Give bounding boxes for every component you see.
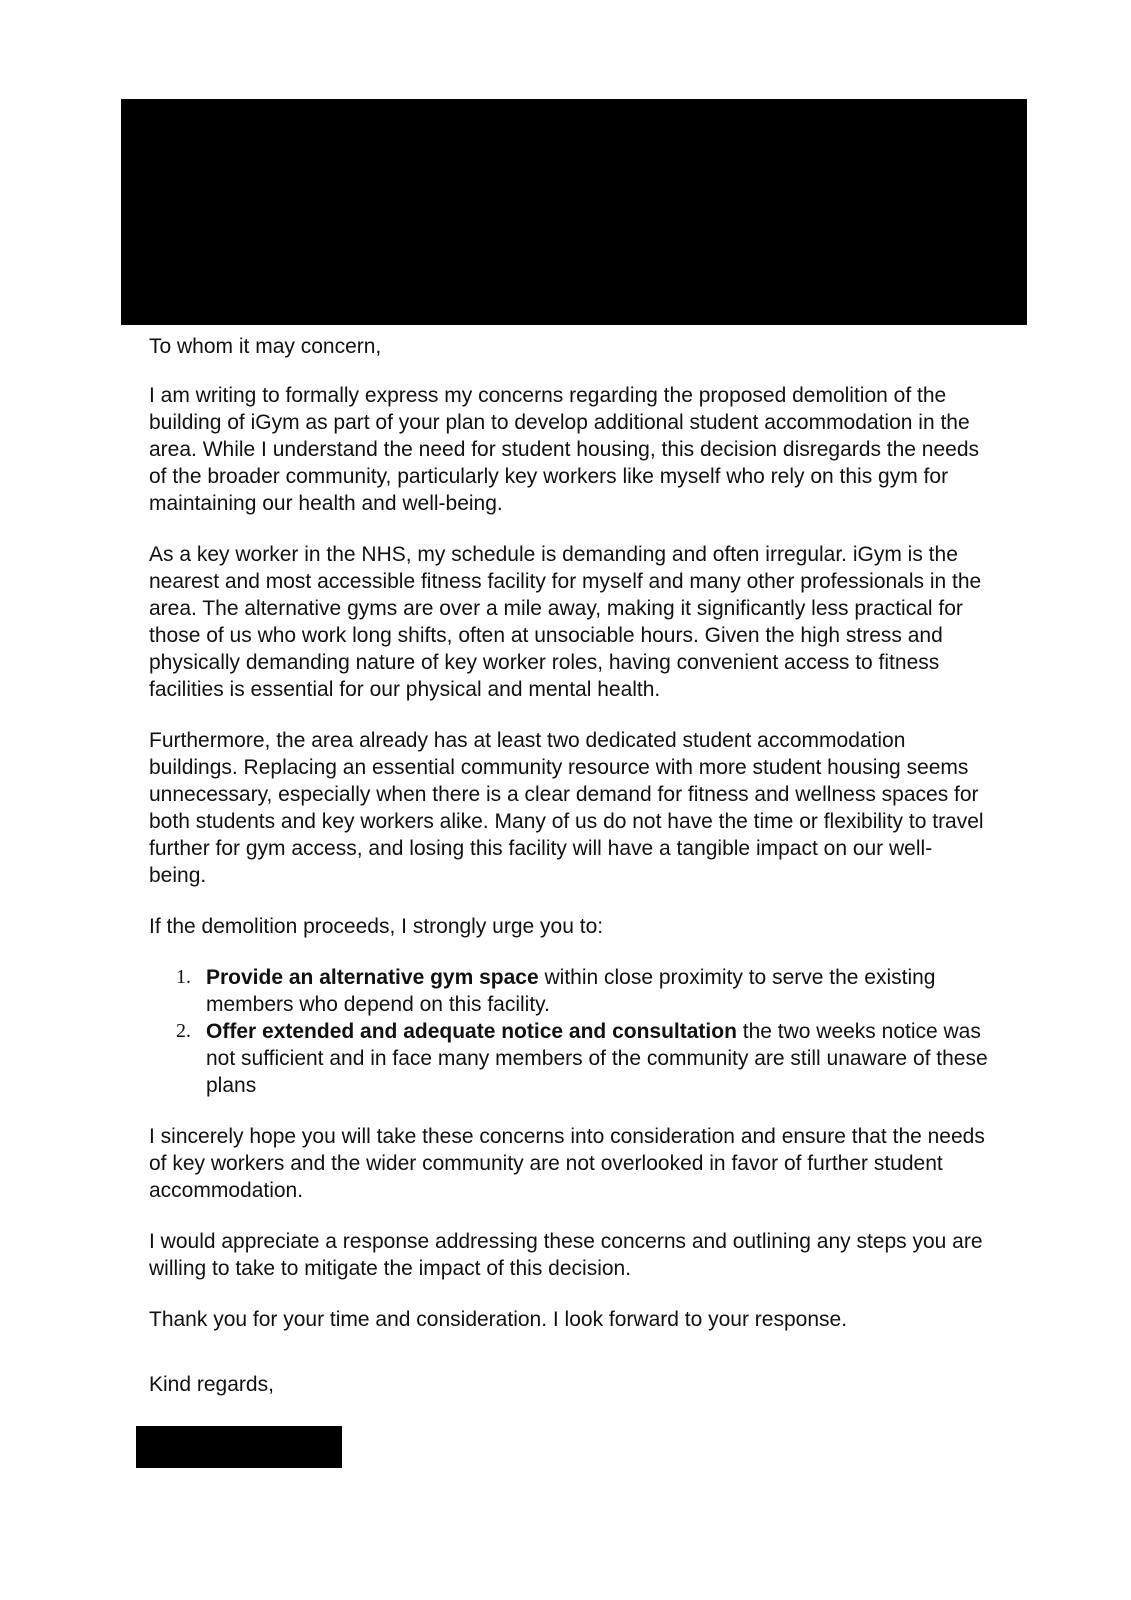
letter-body bbox=[149, 333, 989, 1398]
request-item bbox=[176, 1018, 989, 1099]
paragraph-key-worker: As a key worker in the NHS, my schedule is demanding and often irregular. iGym is the nearest and most accessible fitness facility for myself and many other professionals in the area. The alternative gyms are over a mile away, making it significantly less practical for those of us who work long shifts, often at unsociable hours. Given the high stress and physically demanding nature of key worker roles, having convenient access to fitness facilities is essential for our physical and mental health. bbox=[149, 543, 982, 701]
paragraph-concerns: I am writing to formally express my concerns regarding the proposed demolition of the building of iGym as part of your plan to develop additional student accommodation in the area. While I understand the need for student housing, this decision disregards the needs of the broader community, particularly key workers like myself who rely on this gym for maintaining our health and well-being. bbox=[149, 384, 980, 515]
paragraph-response-request: I would appreciate a response addressing these concerns and outlining any steps you are willing to take to mitigate the impact of this decision. bbox=[149, 1230, 983, 1280]
paragraph-thanks: Thank you for your time and consideration. I look forward to your response. bbox=[149, 1308, 848, 1331]
request-number: 1. bbox=[176, 966, 191, 988]
request-number: 2. bbox=[176, 1020, 191, 1042]
header-redaction-block bbox=[121, 99, 1027, 325]
request-title: Provide an alternative gym space bbox=[206, 966, 539, 989]
paragraph-urge-intro: If the demolition proceeds, I strongly urge you to: bbox=[149, 915, 604, 938]
request-title: Offer extended and adequate notice and consultation bbox=[206, 1020, 737, 1043]
requests-list bbox=[149, 964, 989, 1099]
request-text: within close proximity to serve the existing members who depend on this facility. bbox=[206, 966, 936, 1016]
signature-redaction-block bbox=[136, 1426, 342, 1468]
request-text: the two weeks notice was not sufficient and in face many members of the community are still unaware of these plans bbox=[206, 1020, 988, 1097]
paragraph-hope: I sincerely hope you will take these concerns into consideration and ensure that the needs of key workers and the wider community are not overlooked in favor of further student accommodation. bbox=[149, 1125, 985, 1202]
salutation: To whom it may concern, bbox=[149, 335, 382, 358]
paragraph-existing-accommodation: Furthermore, the area already has at least two dedicated student accommodation buildings. Replacing an essential community resource with more student housing seems unnecessary, especially when there is a clear demand for fitness and wellness spaces for both students and key workers alike. Many of us do not have the time or flexibility to travel further for gym access, and losing this facility will have a tangible impact on our well-being. bbox=[149, 729, 984, 887]
request-item bbox=[176, 964, 989, 1018]
sign-off: Kind regards, bbox=[149, 1373, 274, 1396]
